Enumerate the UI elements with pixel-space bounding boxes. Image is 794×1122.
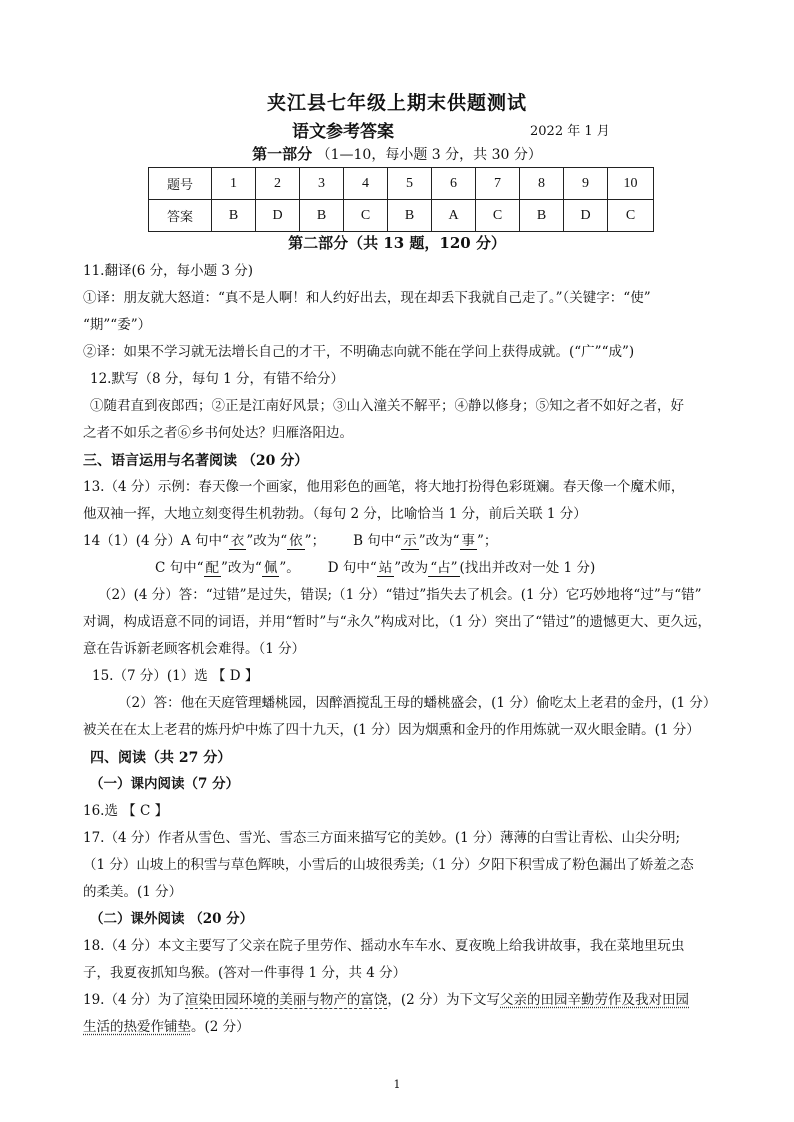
q16-answer: 16.选 【 C 】 — [83, 803, 169, 819]
table-cell: 1 — [212, 168, 256, 200]
q14-part1-line2 — [155, 562, 595, 576]
q19-answer — [83, 994, 689, 1008]
emphasized-phrase: 生活的热爱作铺垫 — [83, 1019, 191, 1035]
q13-answer-cont: 他双袖一挥，大地立刻变得生机勃勃。（每句 2 分，比喻恰当 1 分，前后关联 1 分） — [83, 506, 587, 522]
q15-part2-answer: （2）答：他在天庭管理蟠桃园，因醉酒搅乱王母的蟠桃盛会，(1 分）偷吃太上老君的金丹，(1 分） — [118, 695, 717, 711]
wrong-char: 示 — [403, 533, 417, 549]
q11-heading: 11.翻译(6 分，每小题 3 分) — [83, 263, 254, 279]
table-cell: D — [256, 200, 300, 232]
q12-answer: ①随君直到夜郎西；②正是江南好风景；③山入潼关不解平；④静以修身；⑤知之者不如好之者，好 — [90, 398, 684, 414]
q19-answer-cont — [83, 1021, 250, 1035]
text-span: B 句中“ — [353, 533, 402, 549]
table-cell: B — [300, 200, 344, 232]
table-cell: C — [476, 200, 520, 232]
text-span: ”改为“ — [418, 533, 460, 549]
part1-heading — [0, 143, 794, 164]
text-span: D 句中“ — [327, 560, 377, 576]
answer-table — [148, 167, 654, 232]
q11-answer-1-cont: “期”“委”） — [83, 317, 152, 333]
table-cell: 9 — [564, 168, 608, 200]
q11-answer-1: ①译：朋友就大怒道：“真不是人啊！和人约好出去，现在却丢下我就自己走了。”（关键字：“使” — [83, 290, 651, 306]
table-cell: 8 — [520, 168, 564, 200]
q17-answer: 17.（4 分）作者从雪色、雪光、雪态三方面来描写它的美妙。(1 分）薄薄的白雪让青松、山尖分明; — [83, 830, 681, 846]
text-span: C 句中“ — [155, 560, 204, 576]
text-span: 14（1）(4 分）A 句中“ — [83, 533, 229, 549]
q14-part2-answer-end: 意在告诉新老顾客机会难得。（1 分） — [83, 641, 306, 657]
text-span: ”改为“ — [246, 533, 288, 549]
q13-answer: 13.（4 分）示例：春天像一个画家，他用彩色的画笔，将大地打扮得色彩斑斓。春天像一个魔术师， — [83, 479, 685, 495]
exam-subtitle: 语文参考答案 — [292, 122, 394, 142]
q17-answer-end: 的柔美。(1 分） — [83, 884, 183, 900]
text-span: ”。 — [279, 560, 300, 576]
section-3-heading: 三、语言运用与名著阅读 （20 分） — [83, 453, 309, 469]
correct-char: 佩 — [263, 560, 278, 576]
table-cell: C — [344, 200, 388, 232]
text-span: ”； — [477, 533, 498, 549]
wrong-char: 配 — [205, 560, 220, 576]
table-header-answer: 答案 — [149, 200, 212, 232]
q18-answer: 18.（4 分）本文主要写了父亲在院子里劳作、摇动水车车水、夏夜晚上给我讲故事，我在菜地里玩虫 — [83, 938, 685, 954]
q14-part1-line1 — [83, 535, 497, 549]
table-cell: C — [608, 200, 654, 232]
answer-table-row-answers — [149, 200, 654, 232]
q12-heading: 12.默写（8 分，每句 1 分，有错不给分） — [90, 371, 345, 387]
section-4-heading: 四、阅读（共 27 分） — [90, 750, 232, 766]
table-cell: 10 — [608, 168, 654, 200]
table-cell: 7 — [476, 168, 520, 200]
text-span: ”改为 — [394, 560, 429, 576]
wrong-char: 衣 — [230, 533, 245, 549]
text-span: (找出并改对一处 1 分) — [459, 560, 596, 576]
table-cell: 6 — [432, 168, 476, 200]
q11-answer-2: ②译：如果不学习就无法增长自己的才干，不明确志向就不能在学问上获得成就。(“广”“成”) — [83, 344, 635, 360]
q18-answer-cont: 子，我夏夜抓知鸟猴。(答对一件事得 1 分，共 4 分） — [83, 965, 407, 981]
q14-part2-answer-cont: 对调，构成语意不同的词语，并用“暂时”与“永久”构成对比，（1 分）突出了“错过”的遗憾更大、更久远， — [83, 614, 712, 630]
table-cell: A — [432, 200, 476, 232]
q17-answer-cont: （1 分）山坡上的积雪与草色辉映，小雪后的山坡很秀美;（1 分）夕阳下积雪成了粉色漏出了娇羞之态 — [83, 857, 694, 873]
correct-char: 依 — [289, 533, 303, 549]
table-cell: 2 — [256, 168, 300, 200]
part2-heading: 第二部分（共 13 题，120 分） — [288, 234, 506, 252]
table-cell: 4 — [344, 168, 388, 200]
table-cell: D — [564, 200, 608, 232]
q15-part2-answer-cont: 被关在在太上老君的炼丹炉中炼了四十九天，(1 分）因为烟熏和金丹的作用炼就一双火眼金睛。(1 分） — [83, 722, 700, 738]
answer-table-row-numbers — [149, 168, 654, 200]
table-header-question: 题号 — [149, 168, 212, 200]
part1-note: （1—10，每小题 3 分，共 30 分） — [316, 147, 542, 163]
exam-title: 夹江县七年级上期末供题测试 — [266, 92, 527, 114]
text-span: 19.（4 分）为了 — [83, 992, 185, 1008]
text-span: ”改为“ — [221, 560, 262, 576]
text-span: ，(2 分）为下文写 — [387, 992, 501, 1008]
emphasized-phrase: 父亲的田园辛勤劳作及我对田园 — [500, 992, 690, 1008]
table-cell: 3 — [300, 168, 344, 200]
table-cell: B — [388, 200, 432, 232]
correct-char: “占” — [430, 560, 458, 576]
q15-part1: 15.（7 分）(1）选 【 D 】 — [92, 668, 259, 684]
text-span: 。(2 分） — [191, 1019, 250, 1035]
correct-char: 事 — [461, 533, 476, 549]
part1-title: 第一部分 — [252, 145, 313, 163]
table-cell: 5 — [388, 168, 432, 200]
page-number: 1 — [393, 1078, 401, 1091]
exam-date: 2022 年 1 月 — [530, 124, 610, 139]
q14-part2-answer: （2）(4 分）答：“过错”是过失，错误;（1 分）“错过”指失去了机会。(1 分）它巧妙地将“过”与“错” — [98, 587, 702, 603]
q12-answer-cont: 之者不如乐之者⑥乡书何处达？归雁洛阳边。 — [83, 425, 353, 441]
subsection-2-heading: （二）课外阅读 （20 分） — [90, 911, 254, 927]
emphasized-phrase: 渲染田园环境的美丽与物产的富饶 — [184, 992, 388, 1008]
wrong-char: 站 — [378, 560, 393, 576]
subsection-1-heading: （一）课内阅读（7 分） — [90, 776, 240, 792]
table-cell: B — [520, 200, 564, 232]
text-span: ”； — [304, 533, 326, 549]
table-cell: B — [212, 200, 256, 232]
